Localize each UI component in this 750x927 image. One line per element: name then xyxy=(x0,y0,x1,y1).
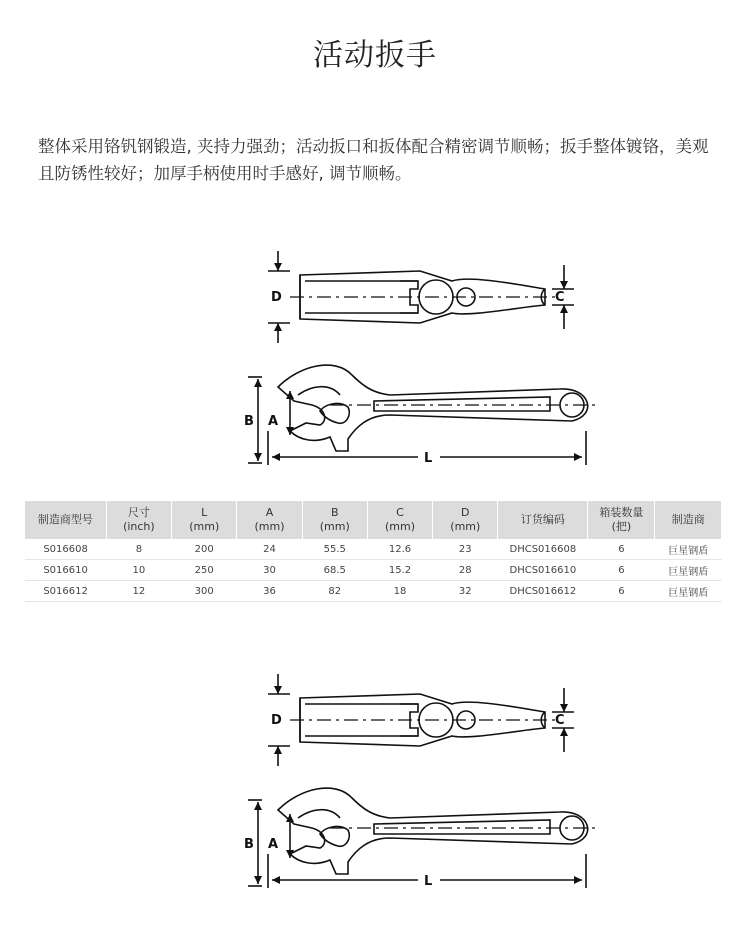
label-d: D xyxy=(271,290,282,305)
cell-box-qty: 6 xyxy=(588,539,655,560)
cell-model: S016608 xyxy=(25,539,106,560)
label-c: C xyxy=(555,713,565,728)
product-description: 整体采用铬钒钢锻造, 夹持力强劲；活动扳口和扳体配合精密调节顺畅；扳手整体镀铬，美观且防锈性较好；加厚手柄使用时手感好, 调节顺畅。 xyxy=(38,137,709,183)
cell-l: 200 xyxy=(172,539,237,560)
cell-a: 24 xyxy=(237,539,302,560)
header-d: D (mm) xyxy=(433,501,498,539)
cell-model: S016612 xyxy=(25,581,106,602)
cell-c: 18 xyxy=(367,581,432,602)
spec-table xyxy=(25,501,722,602)
cell-a: 30 xyxy=(237,560,302,581)
cell-b: 68.5 xyxy=(302,560,367,581)
label-d: D xyxy=(271,713,282,728)
cell-l: 250 xyxy=(172,560,237,581)
label-l: L xyxy=(424,874,433,889)
table-header-row xyxy=(25,501,722,539)
cell-size: 8 xyxy=(106,539,171,560)
header-size: 尺寸 (inch) xyxy=(106,501,171,539)
cell-d: 32 xyxy=(433,581,498,602)
header-manufacturer: 制造商 xyxy=(655,501,722,539)
header-b: B (mm) xyxy=(302,501,367,539)
cell-order-code: DHCS016608 xyxy=(498,539,588,560)
table-row xyxy=(25,581,722,602)
cell-manufacturer: 巨星钢盾 xyxy=(655,581,722,602)
header-model: 制造商型号 xyxy=(25,501,106,539)
cell-d: 23 xyxy=(433,539,498,560)
cell-b: 82 xyxy=(302,581,367,602)
cell-order-code: DHCS016612 xyxy=(498,581,588,602)
cell-l: 300 xyxy=(172,581,237,602)
wrench-drawing-bottom xyxy=(0,668,750,898)
cell-model: S016610 xyxy=(25,560,106,581)
cell-order-code: DHCS016610 xyxy=(498,560,588,581)
label-b: B xyxy=(244,414,254,429)
label-a: A xyxy=(268,837,279,852)
cell-box-qty: 6 xyxy=(588,560,655,581)
label-l: L xyxy=(424,451,433,466)
header-order-code: 订货编码 xyxy=(498,501,588,539)
table-row xyxy=(25,560,722,581)
label-b: B xyxy=(244,837,254,852)
table-row xyxy=(25,539,722,560)
cell-box-qty: 6 xyxy=(588,581,655,602)
cell-manufacturer: 巨星钢盾 xyxy=(655,539,722,560)
wrench-drawing-top xyxy=(0,245,750,475)
header-box-qty: 箱装数量 (把) xyxy=(588,501,655,539)
page-title: 活动扳手 xyxy=(313,38,437,73)
cell-c: 15.2 xyxy=(367,560,432,581)
cell-b: 55.5 xyxy=(302,539,367,560)
cell-manufacturer: 巨星钢盾 xyxy=(655,560,722,581)
label-c: C xyxy=(555,290,565,305)
header-c: C (mm) xyxy=(367,501,432,539)
cell-a: 36 xyxy=(237,581,302,602)
cell-size: 12 xyxy=(106,581,171,602)
header-l: L (mm) xyxy=(172,501,237,539)
header-a: A (mm) xyxy=(237,501,302,539)
cell-size: 10 xyxy=(106,560,171,581)
label-a: A xyxy=(268,414,279,429)
cell-c: 12.6 xyxy=(367,539,432,560)
cell-d: 28 xyxy=(433,560,498,581)
